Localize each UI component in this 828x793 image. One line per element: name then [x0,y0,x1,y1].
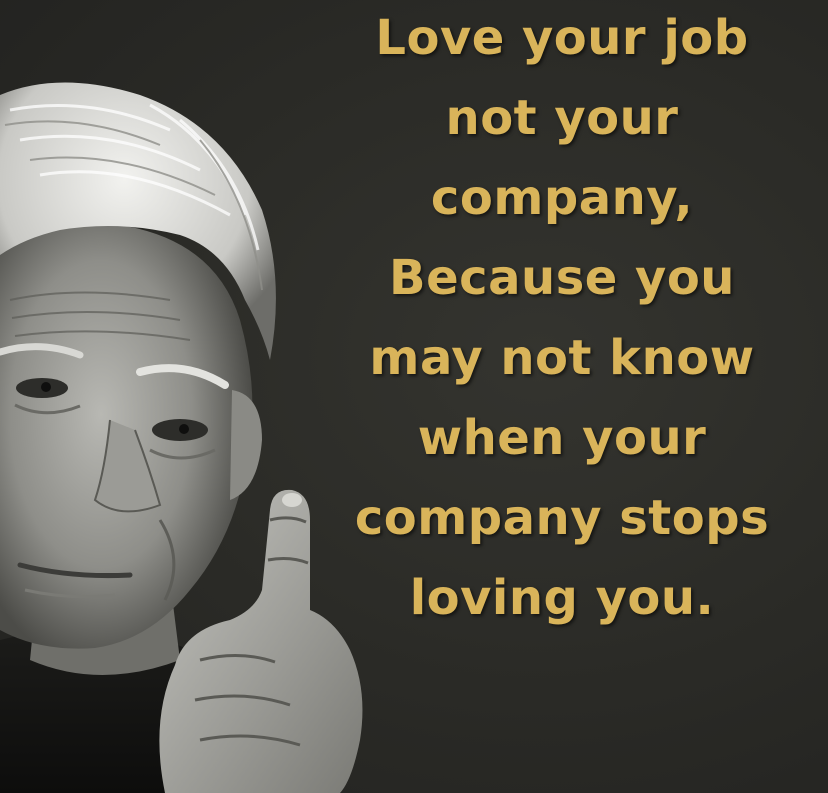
quote-line-6: when your [417,410,707,466]
quote-line-1: Love your job [375,10,749,66]
quote-line-5: may not know [369,330,755,386]
quote-text [312,0,812,638]
ear-shape [230,390,262,500]
quote-line-2: not your [445,90,679,146]
quote-line-4: Because you [389,250,735,306]
quote-line-3: company, [430,170,694,226]
quote-line-8: loving you. [409,570,715,626]
quote-line-7: company stops [354,490,770,546]
